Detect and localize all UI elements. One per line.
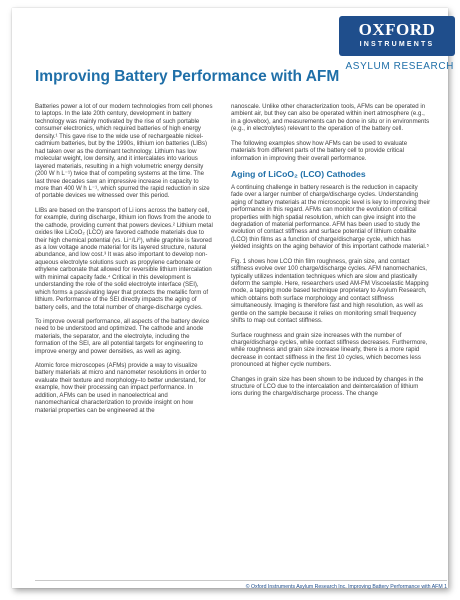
paragraph: Atomic force microscopes (AFMs) provide a way to visualize battery materials at micro and nanometer resolutions in order to evaluate their texture and morphology–to better understand, for example, how their processing can impact performance. In addition, AFMs can be used in nanoelectrical and nanomechanical characterization to provide insight on how material properties can be engineered at the — [35, 361, 207, 414]
paragraph: Fig. 1 shows how LCO thin film roughness, grain size, and contact stiffness evolve over 100 charge/discharge cycles. AFM nanomechanics, typically utilizes indentation techniques which are slow and plastically deform the sample. Here, researchers used AM-FM Viscoelastic Mapping mode, a tapping mode based technique proprietary to Asylum Research, which obtains both surface morphology and contact stiffness simultaneously. Imaging is therefore fast and high resolution, as well as gentle on the sample because it relies on monitoring small frequency shifts to map out contact stiffness. — [231, 257, 429, 325]
footer-divider — [35, 580, 447, 581]
page-footer: © Oxford Instruments Asylum Research Inc. Improving Battery Performance with AFM 1 — [245, 584, 447, 590]
section-heading: Aging of LiCoO₂ (LCO) Cathodes — [231, 168, 366, 179]
document-page — [12, 8, 454, 590]
paragraph: nanoscale. Unlike other characterization tools, AFMs can be operated in ambient air, but they can also be operated within inert atmosphere (e.g., in a glovebox), and measurements can be done in situ or in environments (e.g., in electrolytes) relevant to the operation of the battery cell. — [231, 103, 430, 133]
asylum-research-brand: ASYLUM RESEARCH — [345, 61, 454, 72]
oxford-instruments-logo — [339, 16, 455, 56]
logo-subwordmark: INSTRUMENTS — [359, 41, 435, 48]
paragraph: To improve overall performance, all aspects of the battery device need to be understood and optimized. The cathode and anode materials, the separator, and the electrolyte, including the formation of the SEI, are all potential targets for engineering to improve energy and power densities, as well as aging. — [35, 317, 210, 355]
right-column — [231, 103, 431, 405]
paragraph: Batteries power a lot of our modern technologies from cell phones to laptops. In the late 20th century, development in battery technology was mainly motivated by the rise of such portable consumer electronics, which required batteries of high energy density.¹ This gave rise to the wide use of rechargeable nickel-cadmium batteries, but by the 1990s, lithium ion batteries (LIBs) had taken over as the dominant technology. Lithium has low molecular weight, low density, and it intercalates into various layered materials, resulting in a high volumetric energy density (200 W h L⁻¹) twice that of competing systems at the time. The last three decades saw an impressive increase in capacity to more than 400 W h L⁻¹, which spurred the rapid reduction in size of portable devices we witnessed over this period. — [35, 103, 213, 200]
paragraph: Changes in grain size has been shown to be induced by changes in the structure of LCO due to the intercalation and deintercalation of lithium ions during the charge/discharge process. The change — [231, 375, 424, 398]
paragraph: Surface roughness and grain size increases with the number of charge/discharge cycles, while contact stiffness decreases. Furthermore, while roughness and grain size increase linearly, there is a more rapid decrease in contact stiffness in the first 10 cycles, which becomes less pronounced at higher cycle numbers. — [231, 331, 428, 369]
paragraph: The following examples show how AFMs can be used to evaluate materials from different parts of the battery cell to provide critical information in improving their overall performance. — [231, 139, 408, 162]
paragraph: A continuing challenge in battery research is the reduction in capacity fade over a larger number of charge/discharge cycles. Understanding aging of battery materials at the microscopic level is key to improving their performance in this regard. AFMs can monitor the evolution of critical properties with high spatial resolution, which can give insight into the degradation of material performance. AFM has been used to study the evolution of contact stiffness and surface potential of lithium cobaltite (LCO) thin films as a function of charge/discharge cycle, which has yielded insights on the aging behavior of this important cathode material.⁵ — [231, 183, 431, 251]
page-title: Improving Battery Performance with AFM — [35, 68, 340, 85]
paragraph: LIBs are based on the transport of Li ions across the battery cell, for example, during discharge, lithium ion flows from the anode to the cathode, providing current that powers devices.² Lithium metal oxides like LiCoO₂ (LCO) are favored cathode materials due to their high chemical potential (vs. Li⁺/Li⁰), while graphite is favored as a low voltage anode material for its layered structure, natural abundance, and low cost.³ It was also important to develop non-aqueous electrolyte solutions such as propylene carbonate or ethylene carbonate that allowed for reversible lithium intercalation with minimal capacity fade.⁴ Critical in this development is understanding the role of the solid electrolyte interface (SEI), which forms a passivating layer that protects the metallic form of lithium. Performance of the SEI directly impacts the aging of battery cells, and the total number of charge-discharge cycles. — [35, 206, 213, 311]
left-column — [35, 103, 213, 421]
logo-wordmark: OXFORD — [358, 20, 436, 39]
